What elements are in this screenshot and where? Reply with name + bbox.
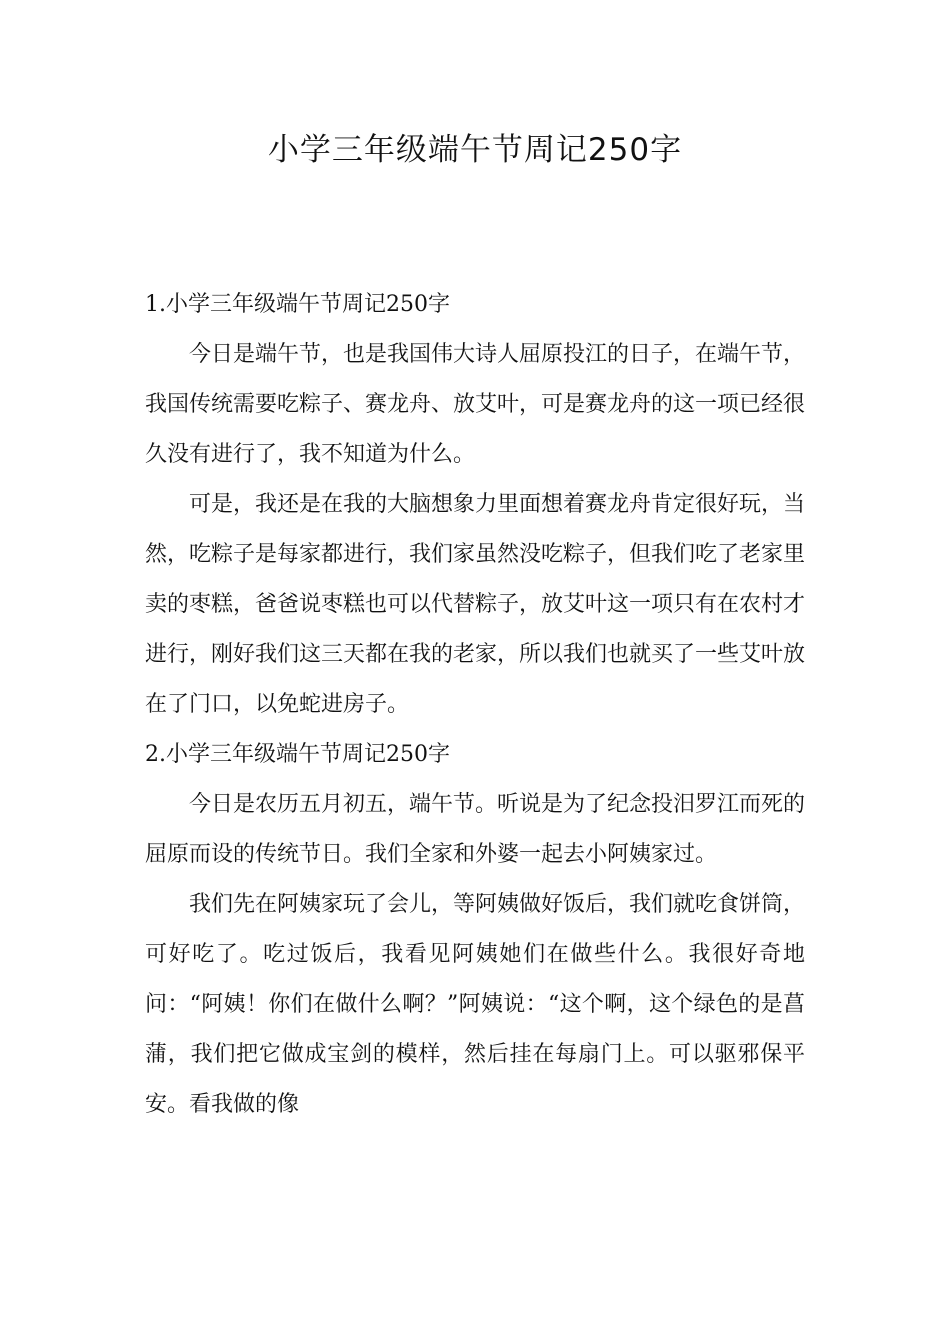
section-2-paragraph-1: 今日是农历五月初五，端午节。听说是为了纪念投汨罗江而死的屈原而设的传统节日。我们全家和外婆一起去小阿姨家过。 [145,792,806,867]
document-body [145,280,805,1130]
section-heading-2: 2.小学三年级端午节周记250字 [145,742,450,767]
section-1-paragraph-2: 可是，我还是在我的大脑想象力里面想着赛龙舟肯定很好玩，当然，吃粽子是每家都进行，我们家虽然没吃粽子，但我们吃了老家里卖的枣糕，爸爸说枣糕也可以代替粽子，放艾叶这一项只有在农村才进行，刚好我们这三天都在我的老家，所以我们也就买了一些艾叶放在了门口，以免蛇进房子。 [145,492,806,717]
document-title: 小学三年级端午节周记250字 [267,132,683,168]
section-1-paragraph-1: 今日是端午节，也是我国伟大诗人屈原投江的日子，在端午节，我国传统需要吃粽子、赛龙舟、放艾叶，可是赛龙舟的这一项已经很久没有进行了，我不知道为什么。 [145,342,806,467]
section-2-paragraph-2: 我们先在阿姨家玩了会儿，等阿姨做好饭后，我们就吃食饼筒，可好吃了。吃过饭后，我看见阿姨她们在做些什么。我很好奇地问：“阿姨！你们在做什么啊？”阿姨说：“这个啊，这个绿色的是菖蒲，我们把它做成宝剑的模样，然后挂在每扇门上。可以驱邪保平安。看我做的像 [145,892,806,1117]
section-heading-1: 1.小学三年级端午节周记250字 [145,292,450,317]
